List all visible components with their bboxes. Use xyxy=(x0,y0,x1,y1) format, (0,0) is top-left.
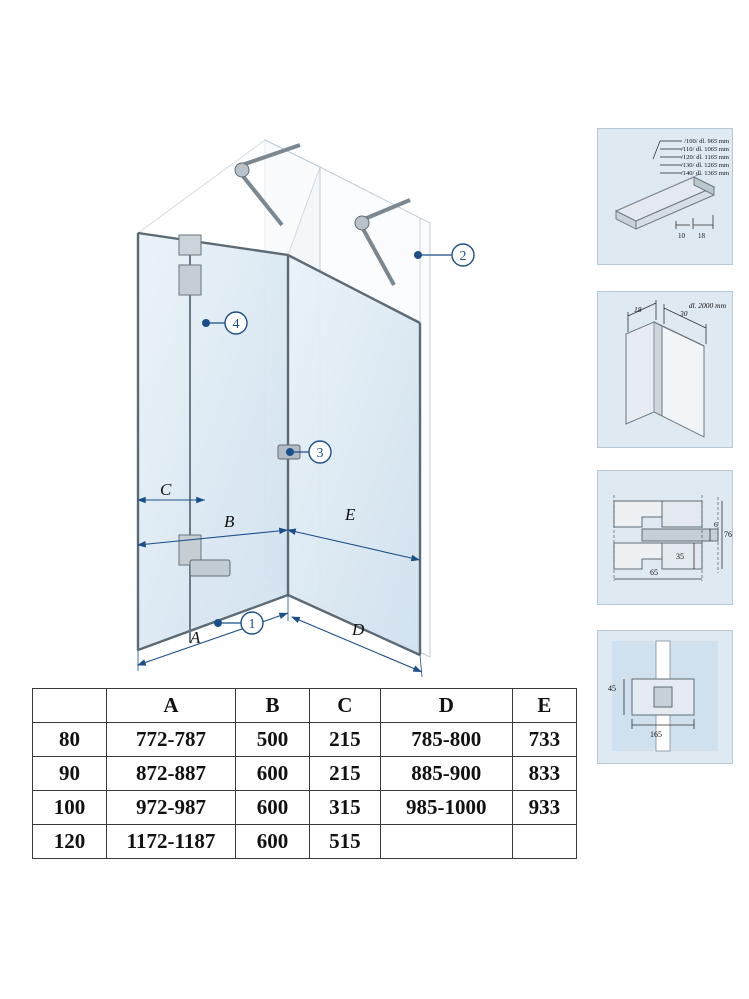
detail-1-line-4: /130/ dl. 1265 mm xyxy=(680,162,729,169)
dim-label-c: C xyxy=(160,480,172,499)
detail-1-line-2: /110/ dl. 1065 mm xyxy=(681,146,729,153)
detail-4-dim-165: 165 xyxy=(650,730,662,739)
dim-label-a: A xyxy=(190,628,201,647)
detail-1-dim-10: 10 xyxy=(678,232,685,240)
detail-3-dim-76: 76 xyxy=(724,530,732,539)
cell-size: 100 xyxy=(33,791,107,825)
wall-profile xyxy=(626,322,704,437)
table-header-row xyxy=(33,689,577,723)
detail-4-panel xyxy=(597,630,733,764)
cell-e: 833 xyxy=(512,757,576,791)
table-row xyxy=(33,723,577,757)
dim-label-e: E xyxy=(345,505,356,524)
callout-1-label: 1 xyxy=(248,617,256,632)
detail-2-panel xyxy=(597,291,733,448)
size-dimension-table xyxy=(32,688,577,859)
detail-2-dim-30: 30 xyxy=(680,309,688,318)
side-glass-panel xyxy=(288,255,420,655)
detail-1-line-1: /100/ dl. 965 mm xyxy=(684,138,729,145)
detail-2-dim-18: 18 xyxy=(634,305,642,314)
cell-d: 785-800 xyxy=(380,723,512,757)
callout-2-label: 2 xyxy=(459,249,467,264)
header-cell-e: E xyxy=(512,689,576,723)
cell-c: 215 xyxy=(310,757,381,791)
glass-connector xyxy=(612,641,718,751)
cell-d xyxy=(380,825,512,859)
cell-e: 933 xyxy=(512,791,576,825)
cell-b: 600 xyxy=(236,757,310,791)
detail-3-dim-35: 35 xyxy=(676,552,684,561)
cell-d: 985-1000 xyxy=(380,791,512,825)
cell-a: 972-987 xyxy=(107,791,236,825)
stabilizer-hub-right xyxy=(355,216,369,230)
cell-c: 315 xyxy=(310,791,381,825)
header-cell-a: A xyxy=(107,689,236,723)
header-cell-b: B xyxy=(236,689,310,723)
cell-c: 515 xyxy=(310,825,381,859)
detail-3-dim-6: 6 xyxy=(714,520,718,529)
cell-a: 772-787 xyxy=(107,723,236,757)
cell-a: 872-887 xyxy=(107,757,236,791)
detail-3-dim-65: 65 xyxy=(650,568,658,577)
front-glass-panels xyxy=(138,233,288,650)
profile-bar xyxy=(616,174,714,229)
table-row xyxy=(33,757,577,791)
detail-3-panel xyxy=(597,470,733,605)
header-cell-size xyxy=(33,689,107,723)
table-row xyxy=(33,791,577,825)
detail-2-length-label: dl. 2000 mm xyxy=(688,301,726,310)
dim-label-b: B xyxy=(224,512,235,531)
hinge-section xyxy=(614,501,718,569)
main-isometric-drawing xyxy=(20,105,540,685)
detail-1-panel xyxy=(597,128,733,265)
hinge-upper xyxy=(179,265,201,295)
cell-e xyxy=(512,825,576,859)
callout-3-label: 3 xyxy=(316,446,324,461)
detail-1-line-3: /120/ dl. 1165 mm xyxy=(681,154,729,161)
hinge-wall-upper xyxy=(179,235,201,255)
table-row xyxy=(33,825,577,859)
detail-4-dim-45: 45 xyxy=(608,684,616,693)
cell-b: 600 xyxy=(236,825,310,859)
cell-size: 90 xyxy=(33,757,107,791)
detail-1-dim-18: 18 xyxy=(698,232,705,240)
header-cell-d: D xyxy=(380,689,512,723)
cell-b: 500 xyxy=(236,723,310,757)
cell-size: 120 xyxy=(33,825,107,859)
cell-c: 215 xyxy=(310,723,381,757)
cell-size: 80 xyxy=(33,723,107,757)
stabilizer-hub-left xyxy=(235,163,249,177)
header-cell-c: C xyxy=(310,689,381,723)
cell-e: 733 xyxy=(512,723,576,757)
detail-1-line-5: /140/ dl. 1365 mm xyxy=(680,170,729,177)
callout-4-label: 4 xyxy=(232,317,240,332)
cell-b: 600 xyxy=(236,791,310,825)
cell-d: 885-900 xyxy=(380,757,512,791)
dim-label-d: D xyxy=(352,620,365,639)
cell-a: 1172-1187 xyxy=(107,825,236,859)
door-handle xyxy=(190,560,230,576)
